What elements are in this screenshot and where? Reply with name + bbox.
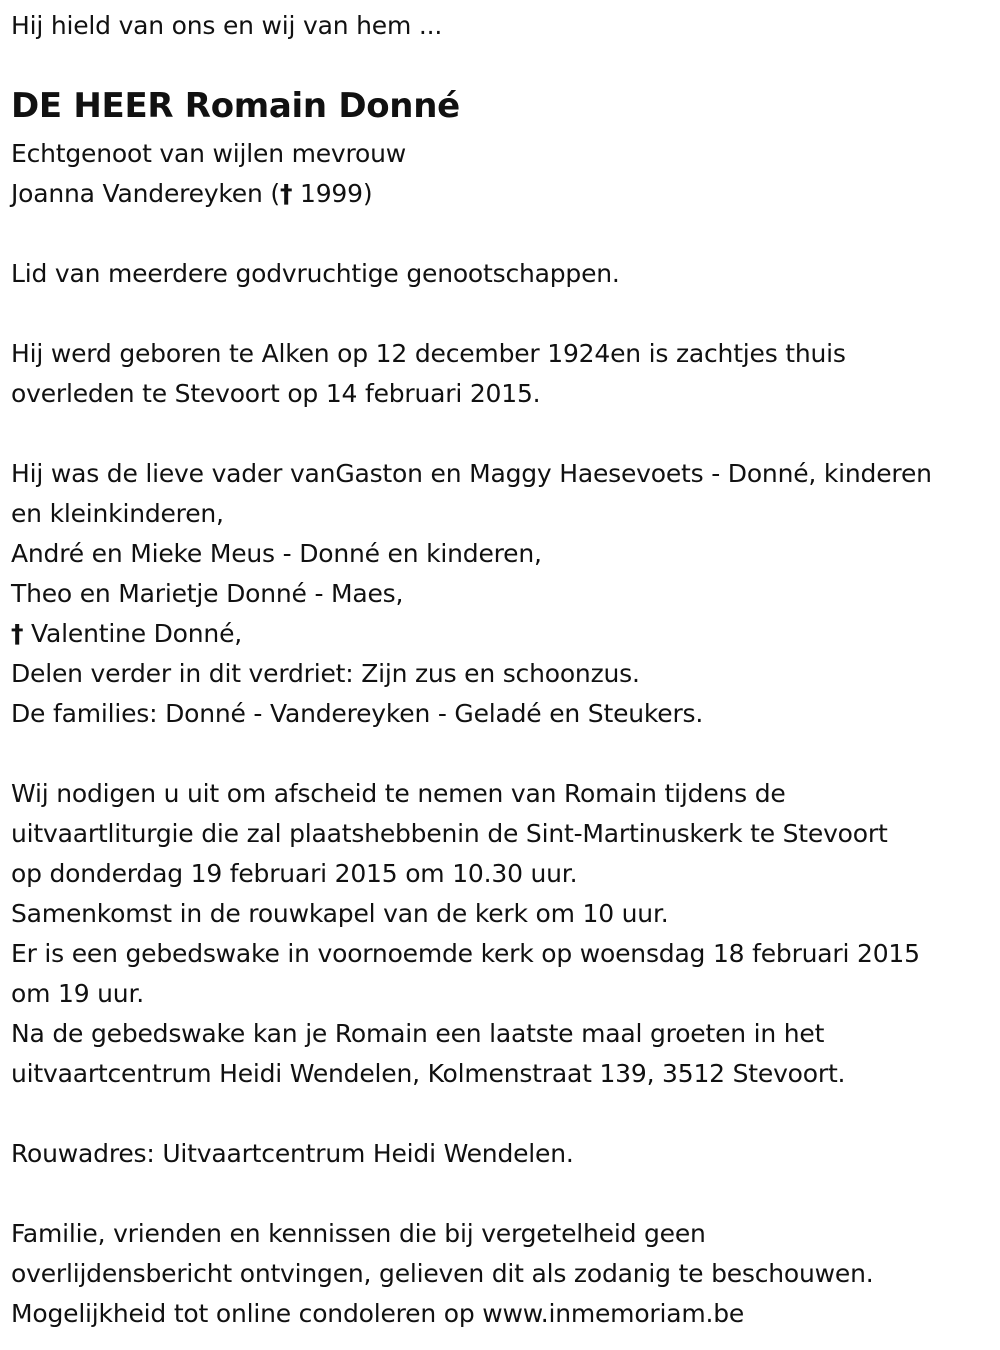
spouse-name: Joanna Vandereyken ( — [11, 179, 280, 208]
family-line: Delen verder in dit verdriet: Zijn zus en schoonzus. — [11, 659, 640, 688]
deceased-name: DE HEER Romain Donné — [11, 86, 460, 126]
family-line: en kleinkinderen, — [11, 499, 224, 528]
address-block — [11, 1134, 574, 1174]
family-line: André en Mieke Meus - Donné en kinderen, — [11, 539, 542, 568]
ceremony-line: Na de gebedswake kan je Romain een laatste maal groeten in het — [11, 1019, 825, 1048]
ceremony-line: uitvaartliturgie die zal plaatshebbenin de Sint-Martinuskerk te Stevoort — [11, 819, 888, 848]
ceremony-line: Er is een gebedswake in voornoemde kerk op woensdag 18 februari 2015 — [11, 939, 920, 968]
family-line: De families: Donné - Vandereyken - Geladé en Steukers. — [11, 699, 704, 728]
membership-block — [11, 254, 620, 294]
birth-death-line: Hij werd geboren te Alken op 12 december 1924en is zachtjes thuis — [11, 339, 846, 368]
spouse-line-1: Echtgenoot van wijlen mevrouw — [11, 139, 407, 168]
closing-line: overlijdensbericht ontvingen, gelieven dit als zodanig te beschouwen. — [11, 1259, 874, 1288]
family-line: Theo en Marietje Donné - Maes, — [11, 579, 404, 608]
family-deceased-child: Valentine Donné, — [23, 619, 242, 648]
intro-line: Hij hield van ons en wij van hem ... — [11, 11, 443, 40]
family-line — [11, 614, 932, 654]
birth-death-block — [11, 334, 846, 414]
cross-icon: † — [279, 179, 293, 208]
cross-icon: † — [11, 619, 24, 648]
birth-death-line: overleden te Stevoort op 14 februari 2015. — [11, 379, 541, 408]
closing-line: Familie, vrienden en kennissen die bij vergetelheid geen — [11, 1219, 706, 1248]
mourning-address: Rouwadres: Uitvaartcentrum Heidi Wendelen. — [11, 1139, 574, 1168]
spouse-block — [11, 134, 406, 214]
closing-line: Mogelijkheid tot online condoleren op www.inmemoriam.be — [11, 1299, 745, 1328]
spouse-line-2 — [11, 174, 406, 214]
ceremony-line: uitvaartcentrum Heidi Wendelen, Kolmenstraat 139, 3512 Stevoort. — [11, 1059, 846, 1088]
ceremony-line: Wij nodigen u uit om afscheid te nemen van Romain tijdens de — [11, 779, 786, 808]
ceremony-line: op donderdag 19 februari 2015 om 10.30 uur. — [11, 859, 578, 888]
family-block — [11, 454, 932, 734]
closing-block — [11, 1214, 874, 1334]
spouse-death-year: 1999) — [292, 179, 373, 208]
ceremony-line: Samenkomst in de rouwkapel van de kerk om 10 uur. — [11, 899, 669, 928]
ceremony-line: om 19 uur. — [11, 979, 144, 1008]
family-line: Hij was de lieve vader vanGaston en Maggy Haesevoets - Donné, kinderen — [11, 459, 932, 488]
membership-line: Lid van meerdere godvruchtige genootschappen. — [11, 259, 620, 288]
ceremony-block — [11, 774, 920, 1094]
